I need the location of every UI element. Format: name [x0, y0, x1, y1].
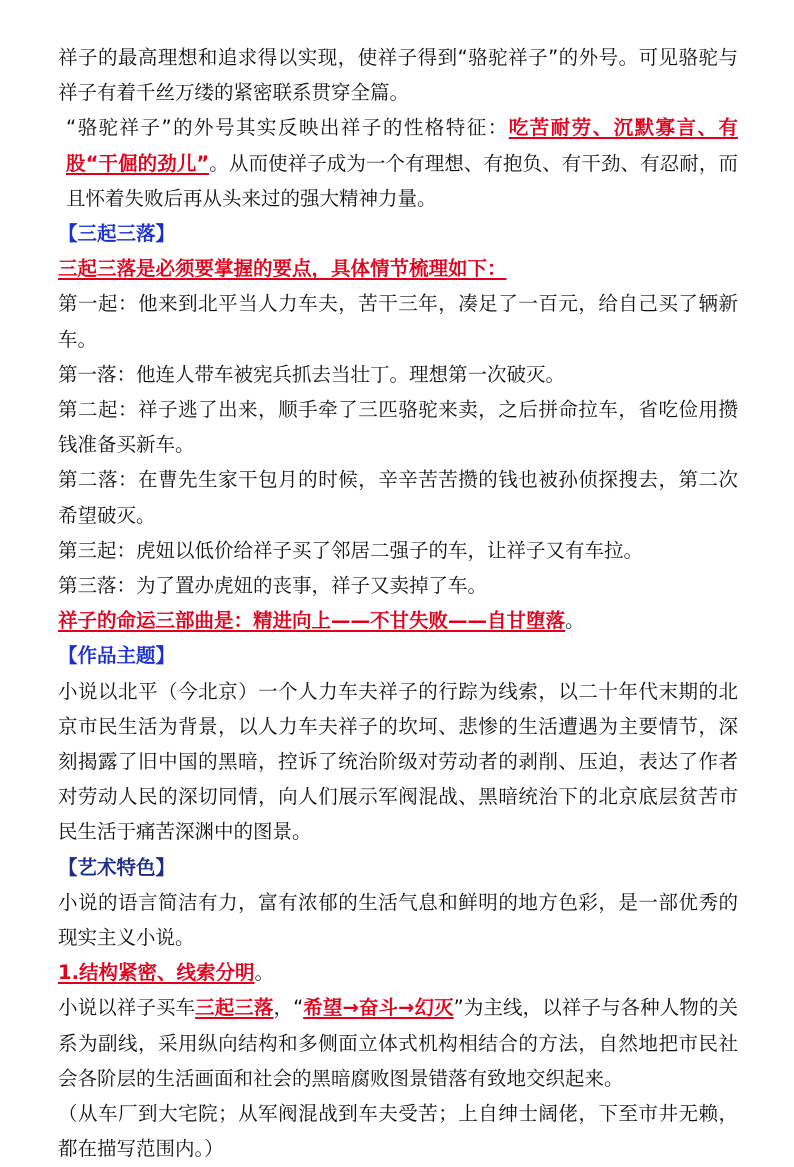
sanqi-intro: 三起三落是必须要掌握的要点，具体情节梳理如下： — [58, 257, 507, 281]
paragraph-structure: 小说以祥子买车三起三落，“希望→奋斗→幻灭”为主线，以祥子与各种人物的关系为副线，采用纵向结构和多侧面立体式机构相结合的方法，自然地把市民社会各阶层的生活画面和社会的黑暗腐败图景错落有致地交织起来。 — [58, 996, 738, 1090]
fall-3: 第三落：为了置办虎妞的丧事，祥子又卖掉了车。 — [58, 574, 488, 598]
character-traits-highlight: 吃苦耐劳、沉默寡言、有股“干倔的劲儿” — [66, 116, 738, 175]
subheading-structure: 1.结构紧密、线索分明。 — [58, 961, 274, 985]
paragraph-artistic: 小说的语言简洁有力，富有浓郁的生活气息和鲜明的地方色彩，是一部优秀的现实主义小说。 — [58, 890, 738, 950]
rise-2: 第二起：祥子逃了出来，顺手牵了三匹骆驼来卖，之后拼命拉车，省吃俭用攒钱准备买新车。 — [58, 398, 738, 457]
paragraph-camel-nickname: 祥子的最高理想和追求得以实现，使祥子得到“骆驼祥子”的外号。可见骆驼与祥子有着千丝万缕的紧密联系贯穿全篇。 — [58, 46, 738, 105]
rise-3: 第三起：虎妞以低价给祥子买了邻居二强子的车，让祥子又有车拉。 — [58, 538, 644, 562]
heading-work-theme: 【作品主题】 — [58, 644, 176, 668]
paragraph-theme: 小说以北平（今北京）一个人力车夫祥子的行踪为线索，以二十年代末期的北京市民生活为背景，以人力车夫祥子的坎坷、悲惨的生活遭遇为主要情节，深刻揭露了旧中国的黑暗，控诉了统治阶级对劳动者的剥削、压迫，表达了作者对劳动人民的深切同情，向人们展示军阀混战、黑暗统治下的北京底层贫苦市民生活于痛苦深渊中的图景。 — [58, 679, 738, 844]
fate-trilogy: 祥子的命运三部曲是：精进向上——不甘失败——自甘堕落。 — [58, 609, 585, 633]
paragraph-note: （从车厂到大宅院；从军阀混战到车夫受苦；上自绅士阔佬，下至市井无赖，都在描写范围内。） — [58, 1102, 738, 1161]
heading-three-rises-falls: 【三起三落】 — [58, 222, 176, 246]
rise-1: 第一起：他来到北平当人力车夫，苦干三年，凑足了一百元，给自己买了辆新车。 — [58, 292, 738, 351]
paragraph-character-traits: “骆驼祥子”的外号其实反映出祥子的性格特征：吃苦耐劳、沉默寡言、有股“干倔的劲儿”。从而使祥子成为一个有理想、有抱负、有干劲、有忍耐，而且怀着失败后再从头来过的强大精神力量。 — [66, 116, 738, 210]
heading-artistic-features: 【艺术特色】 — [58, 855, 176, 879]
fall-2: 第二落：在曹先生家干包月的时候，辛辛苦苦攒的钱也被孙侦探搜去，第二次希望破灭。 — [58, 468, 738, 527]
fall-1: 第一落：他连人带车被宪兵抓去当壮丁。理想第一次破灭。 — [58, 362, 566, 386]
